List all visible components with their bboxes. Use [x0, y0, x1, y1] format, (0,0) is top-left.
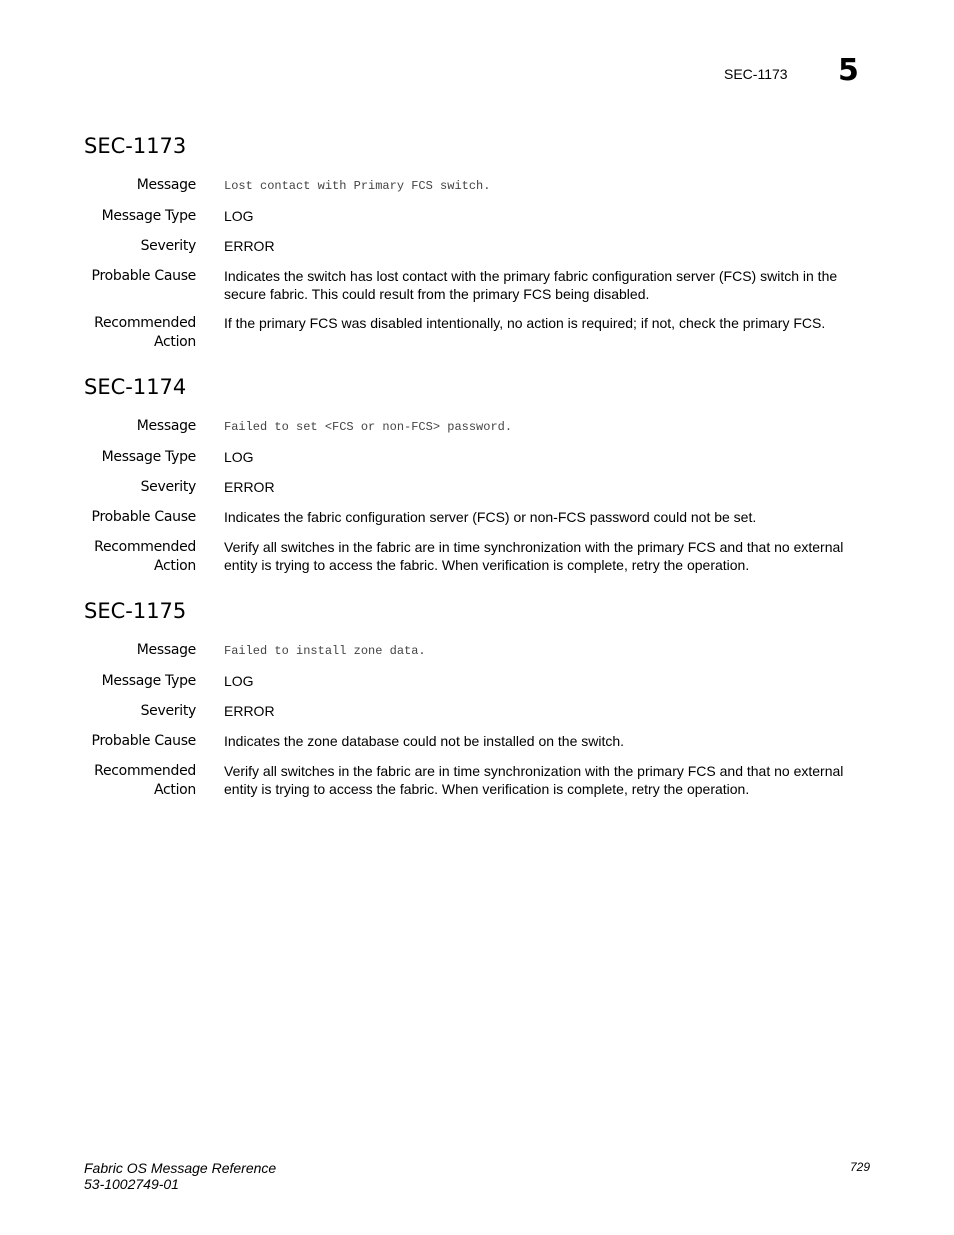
page-header [0, 0, 954, 100]
recommended-action-label-line2: Action [153, 334, 196, 350]
message-label: Message [136, 418, 196, 434]
recommended-action-label-line1: Recommended [94, 315, 196, 331]
message-type-label: Message Type [101, 673, 196, 689]
message-type-value: LOG [224, 208, 254, 224]
footer-page-number: 729 [849, 1160, 870, 1174]
message-text: Failed to install zone data. [224, 644, 426, 658]
message-type-label: Message Type [101, 208, 196, 224]
message-type-value: LOG [224, 449, 254, 465]
section-title: SEC-1174 [84, 375, 187, 399]
chapter-number: 5 [838, 53, 859, 88]
severity-row [0, 478, 954, 497]
severity-label: Severity [140, 238, 196, 254]
recommended-action-label-line2: Action [153, 782, 196, 798]
message-section [0, 598, 954, 800]
message-row [0, 417, 954, 437]
message-text: Failed to set <FCS or non-FCS> password. [224, 420, 513, 434]
probable-cause-value: Indicates the fabric configuration server (FCS) or non-FCS password could not be set. [224, 509, 757, 525]
severity-row [0, 237, 954, 256]
recommended-action-label-line2: Action [153, 558, 196, 574]
probable-cause-row [0, 508, 954, 527]
severity-value: ERROR [224, 479, 275, 495]
message-section [0, 374, 954, 576]
message-section [0, 133, 954, 352]
severity-value: ERROR [224, 703, 275, 719]
probable-cause-value: Indicates the switch has lost contact with the primary fabric configuration server (FCS) switch in the secure fabric. This could result from the primary FCS being disabled. [224, 268, 838, 302]
message-type-row [0, 207, 954, 226]
recommended-action-row [0, 314, 954, 352]
recommended-action-row [0, 762, 954, 800]
probable-cause-label: Probable Cause [91, 268, 196, 284]
message-type-value: LOG [224, 673, 254, 689]
recommended-action-label-line1: Recommended [94, 763, 196, 779]
recommended-action-value: Verify all switches in the fabric are in time synchronization with the primary FCS and that no external entity is trying to access the fabric. When verification is complete, retry the operation. [224, 539, 844, 573]
recommended-action-value: If the primary FCS was disabled intentionally, no action is required; if not, check the primary FCS. [224, 315, 826, 331]
recommended-action-value: Verify all switches in the fabric are in time synchronization with the primary FCS and that no external entity is trying to access the fabric. When verification is complete, retry the operation. [224, 763, 844, 797]
recommended-action-label [0, 762, 196, 800]
message-type-row [0, 448, 954, 467]
message-text: Lost contact with Primary FCS switch. [224, 179, 491, 193]
message-row [0, 176, 954, 196]
page-footer [84, 1160, 870, 1192]
running-header-section: SEC-1173 [724, 66, 788, 82]
message-label: Message [136, 642, 196, 658]
footer-doc-number: 53-1002749-01 [84, 1176, 179, 1192]
probable-cause-value: Indicates the zone database could not be installed on the switch. [224, 733, 625, 749]
message-label: Message [136, 177, 196, 193]
recommended-action-label [0, 314, 196, 352]
recommended-action-row [0, 538, 954, 576]
message-sections [0, 133, 954, 822]
section-title: SEC-1173 [84, 134, 187, 158]
message-type-label: Message Type [101, 449, 196, 465]
probable-cause-label: Probable Cause [91, 509, 196, 525]
severity-value: ERROR [224, 238, 275, 254]
recommended-action-label [0, 538, 196, 576]
message-row [0, 641, 954, 661]
severity-row [0, 702, 954, 721]
section-title: SEC-1175 [84, 599, 187, 623]
probable-cause-label: Probable Cause [91, 733, 196, 749]
severity-label: Severity [140, 703, 196, 719]
recommended-action-label-line1: Recommended [94, 539, 196, 555]
footer-doc-title: Fabric OS Message Reference [84, 1160, 277, 1176]
probable-cause-row [0, 732, 954, 751]
message-type-row [0, 672, 954, 691]
probable-cause-row [0, 267, 954, 303]
severity-label: Severity [140, 479, 196, 495]
